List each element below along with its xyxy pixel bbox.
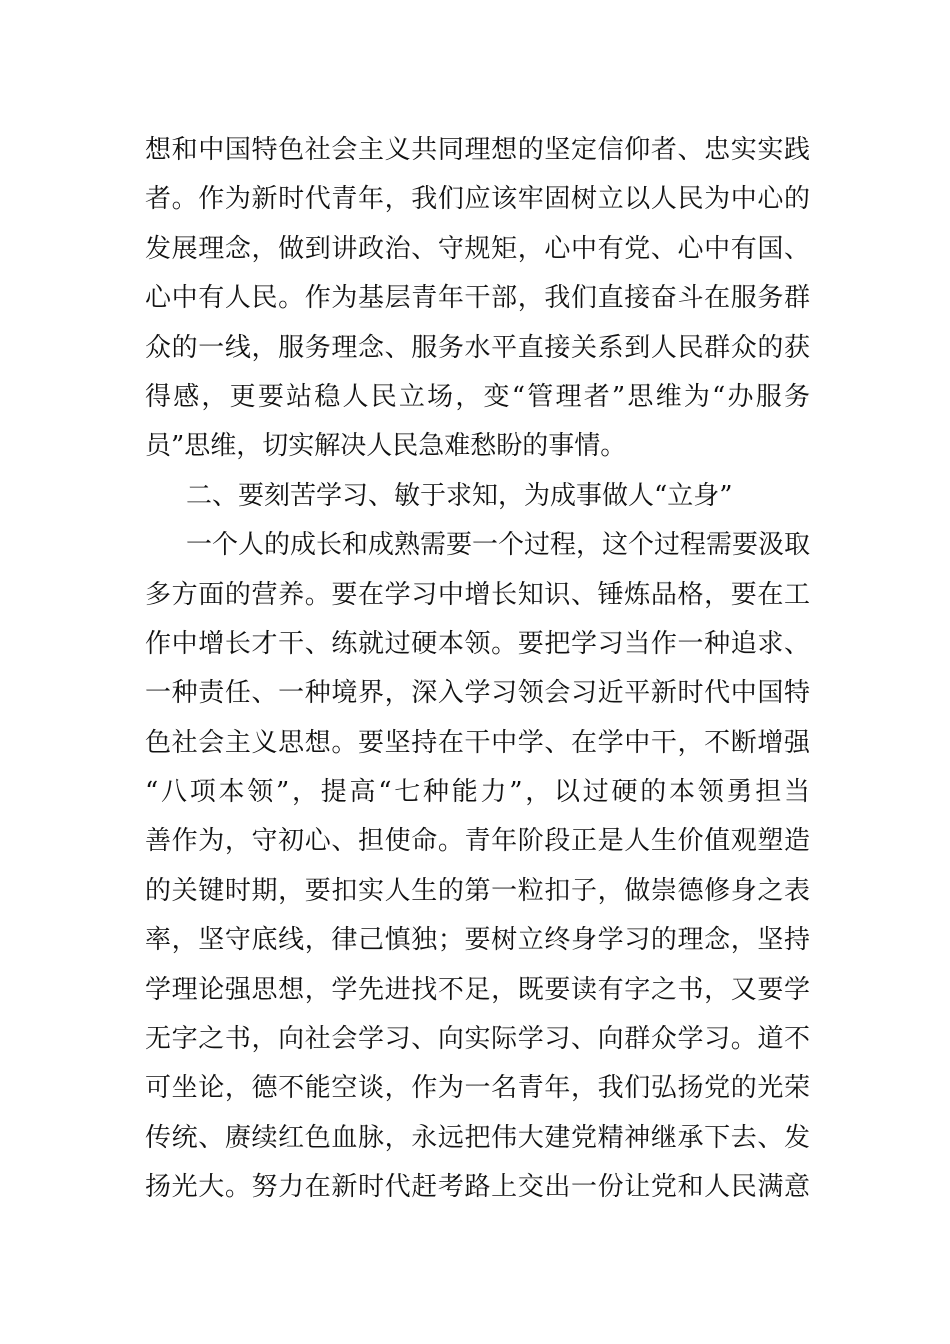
text-line: 无字之书，向社会学习、向实际学习、向群众学习。道不 <box>145 1024 810 1055</box>
text-line: 率，坚守底线，律己慎独；要树立终身学习的理念，坚持 <box>145 925 810 956</box>
body-text <box>145 126 810 1213</box>
section-heading: 二、要刻苦学习、敏于求知，为成事做人“立身” <box>186 480 733 511</box>
text-line: 员”思维，切实解决人民急难愁盼的事情。 <box>145 431 627 462</box>
text-line: 善作为，守初心、担使命。青年阶段正是人生价值观塑造 <box>145 826 810 857</box>
text-line: 一种责任、一种境界，深入学习领会习近平新时代中国特 <box>145 678 810 709</box>
text-line: 的关键时期，要扣实人生的第一粒扣子，做崇德修身之表 <box>145 875 810 906</box>
text-line: 扬光大。努力在新时代赶考路上交出一份让党和人民满意 <box>145 1172 810 1203</box>
text-line: 众的一线，服务理念、服务水平直接关系到人民群众的获 <box>145 332 810 363</box>
text-line: “八项本领”，提高“七种能力”，以过硬的本领勇担当 <box>145 777 810 808</box>
text-line: 心中有人民。作为基层青年干部，我们直接奋斗在服务群 <box>145 283 810 314</box>
text-line: 一个人的成长和成熟需要一个过程，这个过程需要汲取 <box>186 530 811 561</box>
text-line: 想和中国特色社会主义共同理想的坚定信仰者、忠实实践 <box>145 135 810 165</box>
text-line: 作中增长才干、练就过硬本领。要把学习当作一种追求、 <box>145 628 810 659</box>
text-line: 学理论强思想，学先进找不足，既要读有字之书，又要学 <box>145 974 810 1005</box>
text-line: 传统、赓续红色血脉，永远把伟大建党精神继承下去、发 <box>145 1122 810 1153</box>
text-line: 者。作为新时代青年，我们应该牢固树立以人民为中心的 <box>145 184 810 215</box>
text-line: 多方面的营养。要在学习中增长知识、锤炼品格，要在工 <box>145 579 810 610</box>
text-line: 得感，更要站稳人民立场，变“管理者”思维为“办服务 <box>145 381 810 412</box>
text-line: 可坐论，德不能空谈，作为一名青年，我们弘扬党的光荣 <box>145 1073 810 1104</box>
text-line: 发展理念，做到讲政治、守规矩，心中有党、心中有国、 <box>145 233 810 264</box>
text-line: 色社会主义思想。要坚持在干中学、在学中干，不断增强 <box>145 727 810 758</box>
